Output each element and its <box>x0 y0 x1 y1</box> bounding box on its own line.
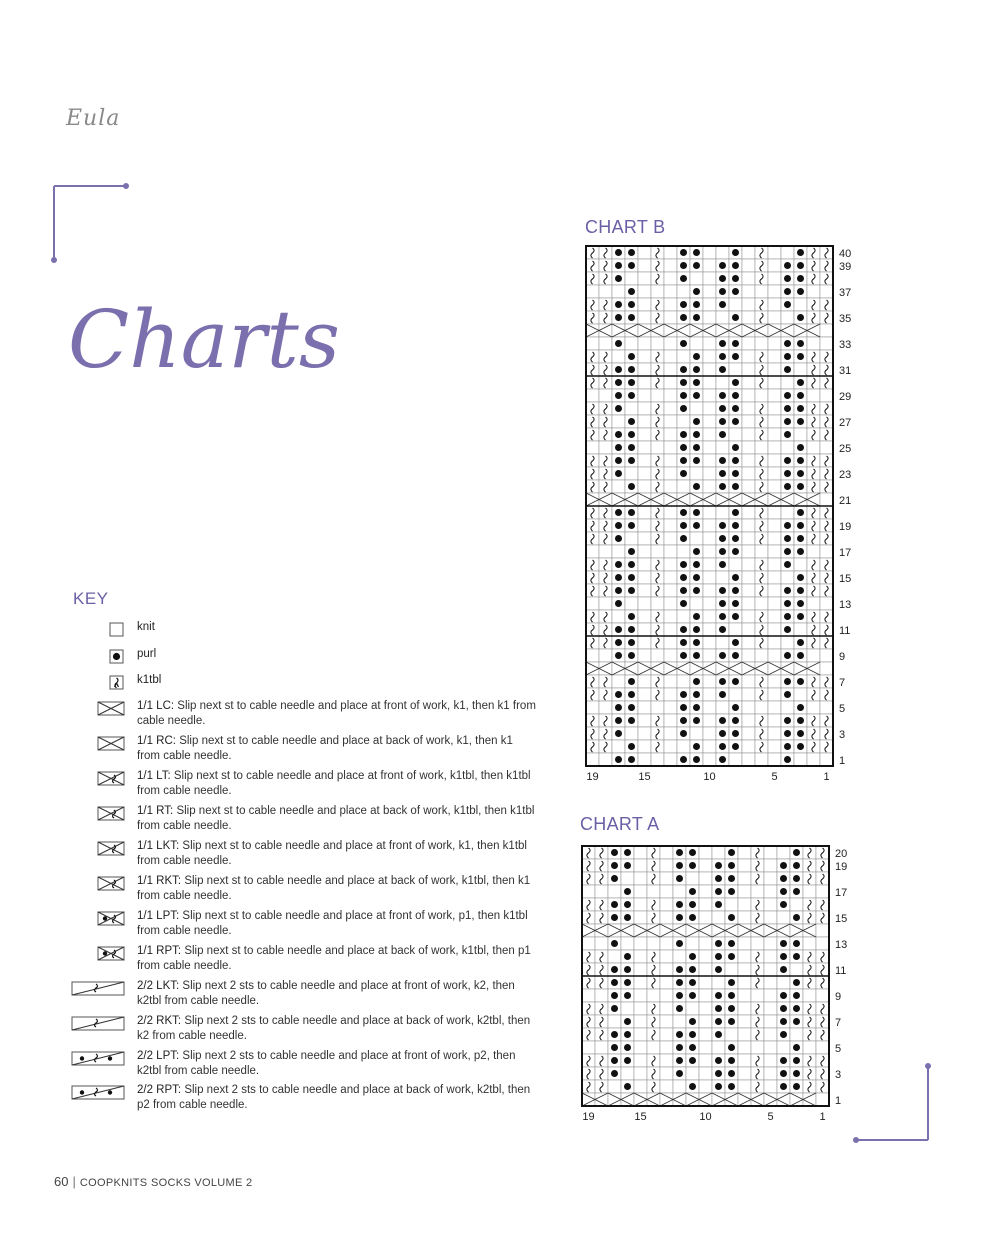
row-label: 15 <box>839 573 852 586</box>
row-label: 1 <box>835 1095 842 1108</box>
key-description <box>137 944 537 974</box>
pattern-name: Eula <box>66 106 121 131</box>
column-label: 1 <box>819 1111 826 1123</box>
column-label: 15 <box>638 771 651 783</box>
row-label: 13 <box>835 939 848 952</box>
key-stitch-name: 1/1 LPT: <box>137 910 180 922</box>
key-stitch-name: 1/1 RC: <box>137 735 176 747</box>
lt-icon <box>70 771 126 787</box>
key-stitch-name: 1/1 LKT: <box>137 840 180 852</box>
key-stitch-name: 2/2 LPT: <box>137 1050 180 1062</box>
key-stitch-name: 1/1 RKT: <box>137 875 182 887</box>
key-stitch-desc: Slip next st to cable needle and place at front of work, k1, then k1 from cable needle. <box>137 700 536 727</box>
column-label: 1 <box>823 771 830 783</box>
key-description <box>137 1049 537 1079</box>
rpt-icon <box>70 946 126 962</box>
knit-icon <box>70 622 126 638</box>
key-description <box>137 620 537 635</box>
purl-icon <box>70 649 126 665</box>
chart-b-title: CHART B <box>585 217 666 237</box>
corner-ornament-bottom-right <box>850 1060 940 1150</box>
2-2-lpt-icon <box>70 1051 126 1067</box>
key-description <box>137 647 537 662</box>
row-label: 13 <box>839 599 852 612</box>
row-label: 9 <box>835 991 842 1004</box>
key-description <box>137 979 537 1009</box>
key-stitch-name: 2/2 LKT: <box>137 980 180 992</box>
publisher-name: COOPKNITS <box>79 1177 148 1189</box>
row-label: 25 <box>839 443 852 456</box>
column-label: 15 <box>634 1111 647 1123</box>
key-description <box>137 874 537 904</box>
row-label: 17 <box>839 547 852 560</box>
row-label: 9 <box>839 651 846 664</box>
row-label: 7 <box>835 1017 842 1030</box>
row-label: 5 <box>835 1043 842 1056</box>
chart-b-grid <box>580 240 870 790</box>
key-stitch-desc: Slip next 2 sts to cable needle and place at back of work, k2tbl, then p2 from cable needle. <box>137 1084 531 1111</box>
k1tbl-icon <box>70 675 126 691</box>
book-title: SOCKS VOLUME 2 <box>150 1177 253 1189</box>
key-stitch-desc: Slip next st to cable needle and place at back of work, k1, then k1 from cable needle. <box>137 735 513 762</box>
page-footer: 60 | COOPKNITS SOCKS VOLUME 2 <box>54 1174 253 1189</box>
row-label: 20 <box>835 848 848 861</box>
key-description <box>137 909 537 939</box>
key-description <box>137 1083 537 1113</box>
key-stitch-name: knit <box>137 621 155 633</box>
row-label: 23 <box>839 469 852 482</box>
row-label: 37 <box>839 287 852 300</box>
row-label: 33 <box>839 339 852 352</box>
column-label: 19 <box>582 1111 595 1123</box>
row-label: 11 <box>839 625 851 638</box>
key-description <box>137 734 537 764</box>
row-label: 3 <box>835 1069 842 1082</box>
column-label: 10 <box>699 1111 712 1123</box>
key-stitch-name: 1/1 RPT: <box>137 945 182 957</box>
key-stitch-name: 1/1 RT: <box>137 805 174 817</box>
lpt-icon <box>70 911 126 927</box>
key-stitch-name: 2/2 RPT: <box>137 1084 182 1096</box>
column-label: 5 <box>767 1111 774 1123</box>
rkt-icon <box>70 876 126 892</box>
key-stitch-desc: Slip next st to cable needle and place at front of work, p1, then k1tbl from cable needle. <box>137 910 528 937</box>
column-label: 10 <box>703 771 716 783</box>
key-stitch-desc: Slip next st to cable needle and place at back of work, k1tbl, then k1 from cable needle. <box>137 875 531 902</box>
column-label: 5 <box>771 771 778 783</box>
key-description <box>137 1014 537 1044</box>
key-stitch-desc: Slip next st to cable needle and place at back of work, k1tbl, then k1tbl from cable needle. <box>137 805 535 832</box>
row-label: 7 <box>839 677 846 690</box>
2-2-rpt-icon <box>70 1085 126 1101</box>
key-stitch-name: 1/1 LT: <box>137 770 171 782</box>
2-2-lkt-icon <box>70 981 126 997</box>
row-label: 31 <box>839 365 852 378</box>
key-stitch-name: k1tbl <box>137 674 162 686</box>
key-heading: KEY <box>73 589 109 608</box>
key-stitch-name: purl <box>137 648 157 660</box>
chart-a-grid <box>576 840 866 1125</box>
lkt-icon <box>70 841 126 857</box>
key-stitch-desc: Slip next st to cable needle and place at front of work, k1, then k1tbl from cable needle. <box>137 840 527 867</box>
row-label: 1 <box>839 755 846 768</box>
page-number: 60 <box>54 1174 69 1189</box>
row-label: 19 <box>839 521 852 534</box>
key-description <box>137 839 537 869</box>
row-label: 5 <box>839 703 846 716</box>
key-stitch-desc: Slip next st to cable needle and place at back of work, k1tbl, then p1 from cable needle. <box>137 945 531 972</box>
key-stitch-name: 1/1 LC: <box>137 700 175 712</box>
row-label: 40 <box>839 248 852 261</box>
key-stitch-name: 2/2 RKT: <box>137 1015 182 1027</box>
chart-a-title: CHART A <box>580 814 660 834</box>
key-description <box>137 673 537 688</box>
key-stitch-desc: Slip next 2 sts to cable needle and place at back of work, k2tbl, then k2 from cable needle. <box>137 1015 531 1042</box>
key-stitch-desc: Slip next 2 sts to cable needle and place at front of work, p2, then k2tbl from cable needle. <box>137 1050 516 1077</box>
row-label: 29 <box>839 391 852 404</box>
row-label: 17 <box>835 887 848 900</box>
row-label: 27 <box>839 417 852 430</box>
key-description <box>137 769 537 799</box>
row-label: 35 <box>839 313 852 326</box>
column-label: 19 <box>586 771 599 783</box>
row-label: 21 <box>839 495 852 508</box>
key-stitch-desc: Slip next st to cable needle and place at front of work, k1tbl, then k1tbl from cable needle. <box>137 770 531 797</box>
key-description <box>137 699 537 729</box>
key-description <box>137 804 537 834</box>
key-stitch-desc: Slip next 2 sts to cable needle and place at front of work, k2, then k2tbl from cable needle. <box>137 980 515 1007</box>
section-title: Charts <box>68 293 340 386</box>
row-label: 39 <box>839 261 852 274</box>
corner-ornament-top-left <box>48 180 138 270</box>
rt-icon <box>70 806 126 822</box>
row-label: 3 <box>839 729 846 742</box>
lc-icon <box>70 701 126 717</box>
row-label: 11 <box>835 965 847 978</box>
row-label: 19 <box>835 861 848 874</box>
rc-icon <box>70 736 126 752</box>
2-2-rkt-icon <box>70 1016 126 1032</box>
row-label: 15 <box>835 913 848 926</box>
